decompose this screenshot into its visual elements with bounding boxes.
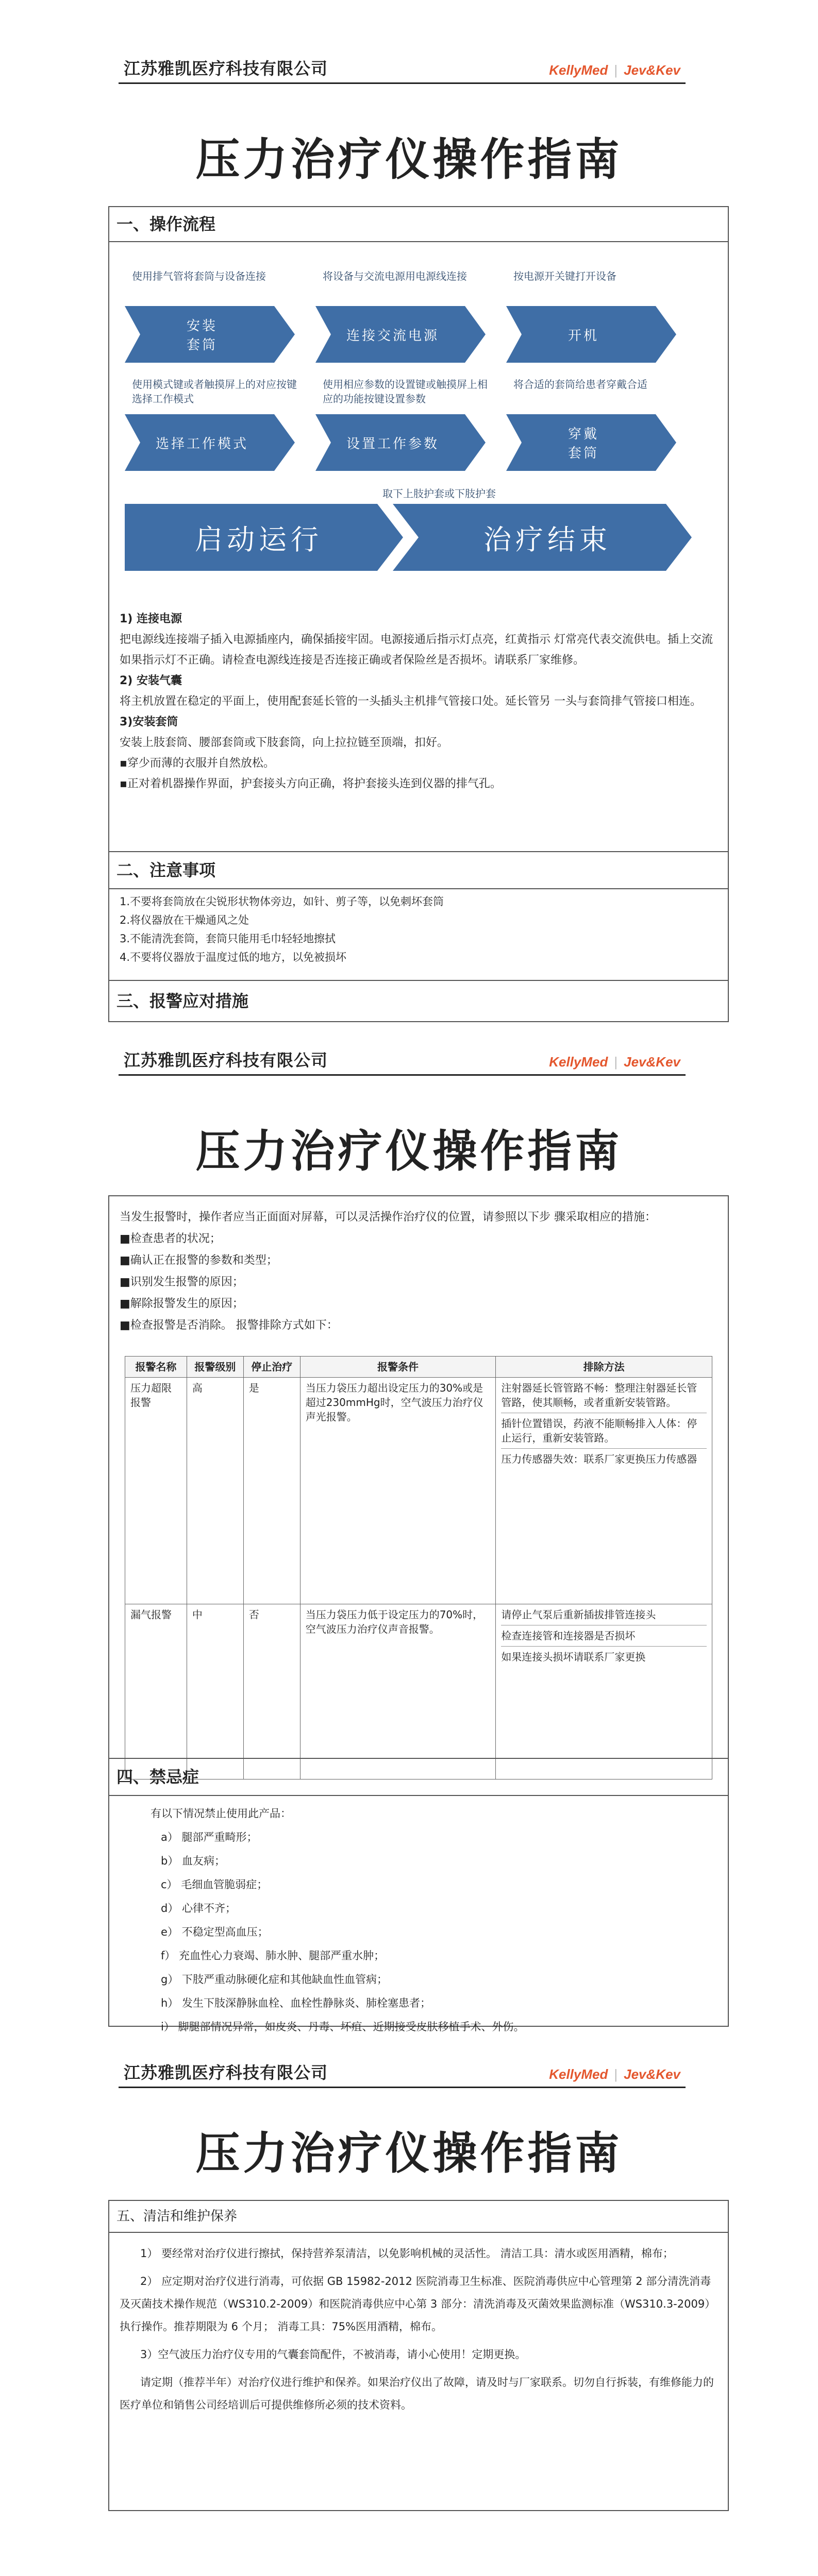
table-header: 停止治疗: [243, 1357, 300, 1378]
brand-jevkev: Jev&Kev: [624, 1054, 680, 1070]
contra-list: [151, 1802, 717, 2039]
flow-row-2: [125, 377, 717, 480]
alarm-method: 检查连接管和连接器是否损坏: [501, 1625, 707, 1647]
table-row: [125, 1604, 712, 1780]
alarm-method: 如果连接头损坏请联系厂家更换: [501, 1651, 646, 1663]
flow-label: 开机: [567, 328, 599, 344]
header-company: 江苏雅凯医疗科技有限公司: [124, 2063, 328, 2082]
section-title-3: 三、报警应对措施: [116, 991, 249, 1011]
contra-item: h） 发生下肢深静脉血栓、血栓性静脉炎、肺栓塞患者；: [161, 1997, 431, 2009]
section-box-1: [108, 206, 729, 1022]
section-title-5: 五、清洁和维护保养: [116, 2209, 238, 2224]
page-header: [119, 52, 686, 84]
flow-label-end: 治疗结束: [483, 523, 611, 556]
brand-jevkev: Jev&Kev: [624, 62, 680, 78]
header-brand: KellyMed | Jev&Kev: [549, 62, 680, 78]
step-heading: 1) 连接电源: [120, 613, 182, 625]
step-heading: 2) 安装气囊: [120, 674, 182, 687]
alarm-bullet: ■检查报警是否消除。 报警排除方式如下：: [120, 1319, 338, 1332]
alarm-method: 注射器延长管管路不畅：整理注射器延长管管路，使其顺畅，或者重新安装管路。: [501, 1378, 707, 1413]
flow-label: 穿戴 套筒: [567, 427, 599, 461]
alarm-level: 高: [187, 1378, 243, 1604]
contra-item: b） 血友病；: [161, 1855, 226, 1867]
flow-caption: 取下上肢护套或下肢护套: [382, 487, 496, 500]
flow-caption: 将合适的套筒给患者穿戴合适: [513, 378, 647, 391]
note-item: 1.不要将套筒放在尖锐形状物体旁边，如针、剪子等，以免刺坏套筒: [120, 895, 444, 908]
step-heading: 3)安装套筒: [120, 716, 178, 728]
alarm-condition: 当压力袋压力低于设定压力的70%时，空气波压力治疗仪声音报警。: [300, 1604, 496, 1780]
step-text: 将主机放置在稳定的平面上，使用配套延长管的一头插头主机排气管接口处。延长管另 一头与套筒排气管接口相连。: [120, 695, 702, 708]
alarm-intro-text: 当发生报警时，操作者应当正面面对屏幕，可以灵活操作治疗仪的位置，请参照以下步 骤采取相应的措施：: [120, 1211, 656, 1224]
alarm-name: 漏气报警: [125, 1604, 187, 1780]
page-header: [119, 2056, 686, 2088]
contra-item: a） 腿部严重畸形；: [161, 1831, 258, 1843]
table-header: 报警级别: [187, 1357, 243, 1378]
alarm-bullet: ■检查患者的状况；: [120, 1232, 221, 1245]
table-header: 报警名称: [125, 1357, 187, 1378]
maintenance-para: 请定期（推荐半年）对治疗仪进行维护和保养。如果治疗仪出了故障，请及时与厂家联系。切勿自行拆装，有维修能力的医疗单位和销售公司经培训后可提供维修所必须的技术资料。: [120, 2376, 714, 2411]
header-company: 江苏雅凯医疗科技有限公司: [124, 59, 328, 78]
flow-label: 选择工作模式: [155, 436, 248, 452]
contra-item: g） 下肢严重动脉硬化症和其他缺血性血管病；: [161, 1973, 388, 1986]
alarm-box: [108, 1195, 729, 2033]
alarm-level: 中: [187, 1604, 243, 1780]
flow-label: 连接交流电源: [346, 328, 439, 344]
section-title-4: 四、禁忌症: [116, 1767, 199, 1787]
alarm-methods: [496, 1604, 712, 1780]
doc-title: 压力治疗仪操作指南: [195, 2127, 623, 2179]
table-header: 报警条件: [300, 1357, 496, 1378]
contra-item: c） 毛细血管脆弱症；: [161, 1878, 268, 1891]
brand-kellymed: KellyMed: [549, 1054, 608, 1070]
notes-list: [120, 892, 717, 967]
step-text: 安装上肢套筒、腰部套筒或下肢套筒，向上拉拉链至顶端，扣好。: [120, 736, 449, 749]
contra-item: f） 充血性心力衰竭、肺水肿、腿部严重水肿；: [161, 1950, 385, 1962]
alarm-method: 压力传感器失效：联系厂家更换压力传感器: [501, 1453, 697, 1465]
brand-kellymed: KellyMed: [549, 2066, 608, 2082]
doc-title: 压力治疗仪操作指南: [195, 1125, 623, 1177]
contra-item: i） 脚腿部情况异常，如皮炎、丹毒、坏疽、近期接受皮肤移植手术、外伤。: [161, 2021, 525, 2033]
flow-caption: 使用排气管将套筒与设备连接: [132, 270, 266, 282]
alarm-method: 请停止气泵后重新插拔排管连接头: [501, 1604, 707, 1625]
header-company: 江苏雅凯医疗科技有限公司: [124, 1050, 328, 1070]
flow-caption: 将设备与交流电源用电源线连接: [323, 270, 467, 282]
alarm-bullet: ■确认正在报警的参数和类型；: [120, 1254, 278, 1267]
alarm-stop: 是: [243, 1378, 300, 1604]
header-brand: KellyMed | Jev&Kev: [549, 2066, 680, 2082]
alarm-bullet: ■解除报警发生的原因；: [120, 1297, 244, 1310]
steps-text: [120, 609, 717, 794]
alarm-name: 压力超限报警: [125, 1378, 187, 1604]
flow-label: 设置工作参数: [346, 436, 439, 452]
alarm-condition: 当压力袋压力超出设定压力的30%或是超过230mmHg时，空气波压力治疗仪声光报警。: [300, 1378, 496, 1604]
flow-caption: 使用相应参数的设置键或触摸屏上相应的功能按键设置参数: [323, 378, 488, 405]
flow-row-3: [125, 485, 717, 578]
step-text: 把电源线连接端子插入电源插座内，确保插接牢固。电源接通后指示灯点亮，红黄指示 灯常亮代表交流供电。插上交流如果指示灯不正确。请检查电源线连接是否连接正确或者保险丝是否损坏。请联系厂家维修。: [120, 633, 713, 667]
maintenance-text: [120, 2242, 717, 2416]
flow-caption: 按电源开关键打开设备: [513, 270, 616, 282]
page-header: [119, 1043, 686, 1076]
step-text: ▪正对着机器操作界面，护套接头方向正确，将护套接头连到仪器的排气孔。: [120, 777, 502, 790]
alarm-stop: 否: [243, 1604, 300, 1780]
flow-label: 安装 套筒: [186, 318, 218, 353]
alarm-method: 插针位置错误，药液不能顺畅排入人体：停止运行，重新安装管路。: [501, 1413, 707, 1449]
contra-item: e） 不稳定型高血压；: [161, 1926, 269, 1938]
note-item: 3.不能清洗套筒，套筒只能用毛巾轻轻地擦拭: [120, 933, 336, 945]
flow-caption: 使用模式键或者触摸屏上的对应按键选择工作模式: [132, 378, 297, 405]
alarm-intro: [120, 1207, 717, 1336]
brand-kellymed: KellyMed: [549, 62, 608, 78]
brand-jevkev: Jev&Kev: [624, 2066, 680, 2082]
maintenance-para: 2） 应定期对治疗仪进行消毒，可依据 GB 15982-2012 医院消毒卫生标准、医院消毒供应中心管理第 2 部分清洗消毒及灭菌技术操作规范（WS310.2-2009）和医院消毒供应中心第 3 部分：清洗消毒及灭菌效果监测标准（WS310.3-2009）执行操作。推荐期限为 6 个月； 消毒工具：75%医用酒精，棉布。: [120, 2275, 716, 2333]
flow-row-1: [125, 269, 717, 372]
alarm-table: [125, 1356, 712, 1780]
table-header: 排除方法: [496, 1357, 712, 1378]
flow-label-start: 启动运行: [195, 523, 323, 556]
alarm-methods: [496, 1378, 712, 1604]
maintenance-box: [108, 2200, 729, 2511]
contra-item: d） 心律不齐；: [161, 1902, 237, 1914]
doc-title: 压力治疗仪操作指南: [195, 133, 623, 185]
alarm-bullet: ■识别发生报警的原因；: [120, 1276, 244, 1289]
contra-intro: 有以下情况禁止使用此产品：: [151, 1807, 291, 1820]
section-title-1: 一、操作流程: [116, 214, 216, 234]
header-brand: KellyMed | Jev&Kev: [549, 1054, 680, 1070]
maintenance-para: 1） 要经常对治疗仪进行擦拭，保持营养泵清洁，以免影响机械的灵活性。 清洁工具：清水或医用酒精，棉布；: [140, 2247, 674, 2260]
step-text: ▪穿少而薄的衣服并自然放松。: [120, 757, 275, 770]
table-row: [125, 1378, 712, 1604]
note-item: 2.将仪器放在干燥通风之处: [120, 914, 249, 926]
maintenance-para: 3）空气波压力治疗仪专用的气囊套筒配件，不被消毒，请小心使用！定期更换。: [140, 2348, 526, 2361]
table-header-row: [125, 1357, 712, 1378]
section-title-2: 二、注意事项: [116, 860, 216, 880]
note-item: 4.不要将仪器放于温度过低的地方，以免被损坏: [120, 951, 347, 963]
